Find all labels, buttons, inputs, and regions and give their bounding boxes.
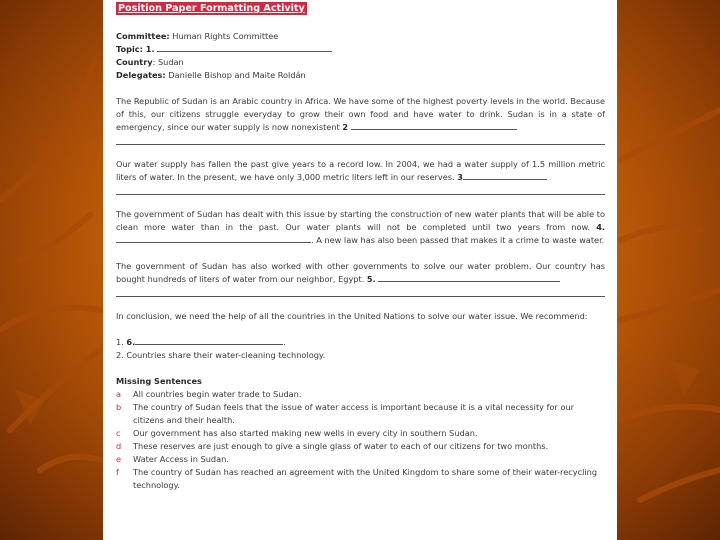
country-line — [116, 56, 605, 69]
paragraph-4 — [116, 260, 605, 297]
option-b-text: The country of Sudan feels that the issue of water access is important because it is a vital necessity for our citizens and their health. — [133, 402, 575, 425]
blank-5-line[interactable] — [378, 273, 560, 282]
country-label: Country — [116, 57, 153, 67]
blank-number-4: 4. — [596, 222, 605, 232]
blank-3-continuation[interactable] — [116, 184, 605, 195]
option-c-letter: c — [116, 428, 121, 438]
recommendation-1 — [116, 336, 605, 349]
blank-number-6: 6. — [126, 337, 136, 347]
topic-label: Topic: 1. — [116, 44, 155, 54]
option-e — [116, 453, 605, 466]
option-f-letter: f — [116, 467, 119, 477]
option-e-letter: e — [116, 454, 122, 464]
option-f — [116, 466, 605, 492]
missing-sentences-heading: Missing Sentences — [116, 376, 202, 386]
option-a-letter: a — [116, 389, 122, 399]
option-c-text: Our government has also started making new wells in every city in southern Sudan. — [133, 428, 478, 438]
document-title: Position Paper Formatting Activity — [118, 3, 305, 14]
blank-3-line[interactable] — [463, 171, 547, 180]
paragraph-3-text-b: . A new law has also been passed that makes it a crime to waste water. — [311, 235, 605, 245]
recommendations — [116, 336, 605, 362]
committee-value: Human Rights Committee — [172, 31, 279, 41]
paragraph-4-text: The government of Sudan has also worked with other governments to solve our water problem. Our country has bought hundreds of liters of water from our neighbor, Egypt. — [116, 261, 605, 284]
blank-2-continuation[interactable] — [116, 134, 605, 145]
paragraph-5 — [116, 310, 605, 323]
blank-number-2: 2 — [342, 122, 349, 132]
blank-number-3: 3 — [457, 172, 463, 182]
header-fields — [116, 30, 605, 82]
option-d — [116, 440, 605, 453]
option-d-letter: d — [116, 441, 122, 451]
delegates-label: Delegates: — [116, 70, 166, 80]
paragraph-3 — [116, 208, 605, 247]
missing-sentences-list — [116, 388, 605, 492]
option-c — [116, 427, 605, 440]
option-d-text: These reserves are just enough to give a single glass of water to each of our citizens for two months. — [133, 441, 549, 451]
delegates-value: Danielle Bishop and Maite Roldán — [168, 70, 306, 80]
paragraph-1 — [116, 95, 605, 145]
recommendation-1-suffix: . — [283, 337, 286, 347]
blank-5-continuation[interactable] — [116, 286, 605, 297]
recommendation-1-prefix: 1. — [116, 337, 124, 347]
delegates-line — [116, 69, 605, 82]
blank-number-5: 5. — [366, 274, 376, 284]
option-b-letter: b — [116, 402, 122, 412]
option-a-text: All countries begin water trade to Sudan. — [133, 389, 302, 399]
option-a — [116, 388, 605, 401]
blank-6-line[interactable] — [135, 336, 283, 345]
paragraph-2 — [116, 158, 605, 195]
recommendation-2: 2. Countries share their water-cleaning technology. — [116, 350, 326, 360]
document-page — [103, 0, 617, 540]
blank-4-line[interactable] — [116, 234, 311, 243]
topic-blank[interactable] — [157, 43, 332, 52]
committee-label: Committee: — [116, 31, 170, 41]
blank-2-line[interactable] — [351, 121, 517, 130]
option-f-text: The country of Sudan has reached an agreement with the United Kingdom to share some of their water-recycling technology. — [133, 467, 598, 490]
paragraph-2-text: Our water supply has fallen the past give years to a record low. In 2004, we had a water supply of 1.5 million metric liters of water. In the present, we have only 3,000 metric liters left in our reserves. — [116, 159, 605, 182]
topic-line — [116, 43, 605, 56]
paragraph-1-text: The Republic of Sudan is an Arabic country in Africa. We have some of the highest poverty levels in the world. Because of this, our citizens struggle everyday to grow their own food and have water to drink. Sudan is in a state of emergency, since our water supply is now nonexistent — [116, 96, 605, 132]
country-value: : Sudan — [152, 57, 184, 67]
committee-line — [116, 30, 605, 43]
option-b — [116, 401, 605, 427]
paragraph-5-text: In conclusion, we need the help of all the countries in the United Nations to solve our water issue. We recommend: — [116, 311, 588, 321]
option-e-text: Water Access in Sudan. — [133, 454, 229, 464]
paragraph-3-text-a: The government of Sudan has dealt with this issue by starting the construction of new water plants that will be able to clean more water than in the past. Our water plants will not be completed until two years from now. — [116, 209, 605, 232]
